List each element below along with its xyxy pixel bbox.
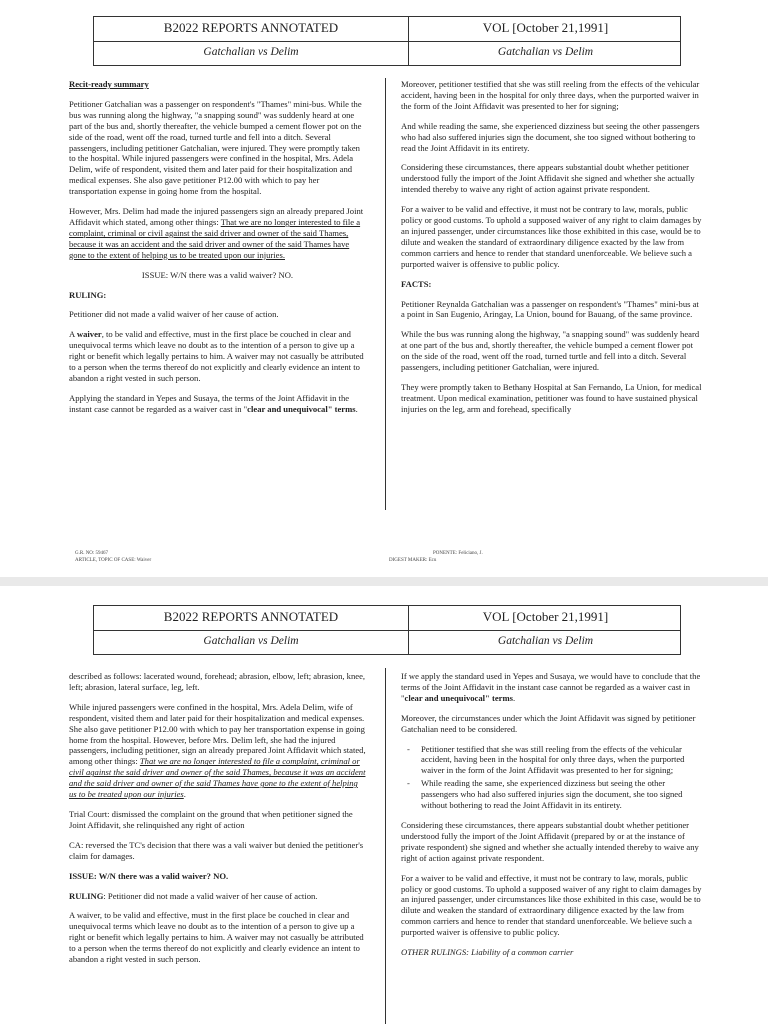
issue-line: ISSUE: W/N there was a valid waiver? NO. — [141, 269, 294, 280]
paragraph: A waiver, to be valid and effective, must in the first place be couched in clear and unequivocal terms which leave no doubt as to the intention of a person to give up a right or benefit which legally pertains to him. A waiver may not casually be attributed to a person when the terms thereof do not explicitly and clearly evidence an intent to abandon a right vested in such person. — [69, 329, 364, 383]
column-divider — [385, 668, 386, 1024]
affidavit-quote: That we are no longer interested to file a complaint, criminal or civil against the said driver and owner of the said Thames, because it was an accident and the said driver and owner of the said Thames have gone to the extent of helping us to be treated upon our injuries — [69, 756, 366, 800]
volume-date: VOL [October 21,1991] — [482, 609, 609, 624]
paragraph: Considering these circumstances, there appears substantial doubt whether petitioner understood fully the import of the Joint Affidavit (prepared by or at the instance of private respondent) she signed and whether she actually intended thereby to waive any right of action against private respondent. — [401, 819, 699, 863]
paragraph: CA: reversed the TC's decision that there was a vali waiver but denied the petitioner's claim for damages. — [69, 839, 364, 861]
paragraph: While injured passengers were confined in the hospital, Mrs. Adela Delim, wife of respondent, visited them and later paid for their hospitalization and medical expenses. She also gave petitioner P12.00 with which to pay her transportation expense in going home from the hospital. However, before Mrs. Delim left, she had the injured passengers, including petitioner, sign an already prepared Joint Affidavit which stated, among other things: That we are no longer interested to file a complaint, criminal or civil against the said driver and owner of the said Thames, because it was an accident and the said driver and owner of the said Thames have gone to the extent of helping us to be treated upon our injuries. — [69, 701, 366, 800]
facts-heading: FACTS: — [401, 278, 432, 289]
summary-heading: Recit-ready summary — [69, 79, 149, 89]
right-column — [401, 671, 703, 967]
left-column — [69, 79, 366, 424]
paragraph: Considering these circumstances, there appears substantial doubt whether petitioner understood fully the import of the Joint Affidavit she signed and whether she actually intended thereby to waive any right of action against private respondent. — [401, 162, 695, 195]
report-title: B2022 REPORTS ANNOTATED — [163, 20, 339, 35]
footer-left — [75, 550, 151, 564]
paragraph: Trial Court: dismissed the complaint on the ground that when petitioner signed the Joint Affidavit, she relinquished any right of action — [69, 808, 353, 830]
paragraph: However, Mrs. Delim had made the injured passengers sign an already prepared Joint Affidavit which stated, among other things: That we are no longer interested to file a complaint, criminal or civil against the said driver and owner of the said Thames, because it was an accident and the said driver and owner of the said Thames have gone to the extent of helping us to be treated upon our injuries. — [69, 206, 364, 260]
paragraph: Moreover, petitioner testified that she was still reeling from the effects of the vehicular accident, having been in the hospital for only three days, when the purported waiver in the form of the Joint Affidavit was presented to her for signing; — [401, 79, 700, 111]
digest-maker: DIGEST MAKER: Ecu — [389, 558, 437, 563]
list-item: - Petitioner testified that she was still reeling from the effects of the vehicular accident, having been in the hospital for only three days, when the purported waiver in the form of the Joint Affidavit was presented to her for signing; — [421, 744, 703, 777]
page-header — [93, 16, 681, 66]
left-column — [69, 671, 366, 974]
paragraph: Moreover, the circumstances under which the Joint Affidavit was signed by petitioner Gatchalian need to be considered. — [401, 712, 696, 734]
paragraph: Petitioner did not made a valid waiver of her cause of action. — [69, 309, 279, 320]
circumstance-list — [401, 744, 703, 811]
column-divider — [385, 78, 386, 510]
paragraph: They were promptly taken to Bethany Hospital at San Fernando, La Union, for medical treatment. Upon medical examination, petitioner was found to have sustained physical injuries on the leg, arm and forehead, specifically — [401, 381, 702, 414]
paragraph: described as follows: lacerated wound, forehead; abrasion, elbow, left; abrasion, knee, left; abrasion, lateral surface, leg, left. — [69, 671, 366, 692]
paragraph: A waiver, to be valid and effective, must in the first place be couched in clear and unequivocal terms which leave no doubt as to the intention of a person to give up a right or benefit which legally pertains to him. A waiver may not casually be attributed to a person when the terms thereof do not explicitly and clearly evidence an intent to abandon a right vested in such person. — [69, 910, 364, 965]
paragraph: And while reading the same, she experienced dizziness but seeing the other passengers who had also suffered injuries sign the document, she too signed without bothering to read the Joint Affidavit in its entirety. — [401, 120, 700, 153]
case-title: Gatchalian vs Delim — [497, 635, 594, 647]
report-title: B2022 REPORTS ANNOTATED — [163, 609, 339, 624]
document-page-2 — [0, 586, 768, 1024]
paragraph: For a waiver to be valid and effective, it must not be contrary to law, morals, public policy or good customs. To uphold a supposed waiver of any right to claim damages by an injured passenger, under circumstances like those exhibited in this case, would be to dilute and weaken the standard of extraordinary diligence exacted by the law from common carriers and hence to render that standard unenforceable. We believe such a purported waiver is offensive to public policy. — [401, 872, 702, 938]
case-title: Gatchalian vs Delim — [497, 46, 594, 58]
other-rulings: OTHER RULINGS: Liability of a common carrier — [401, 947, 574, 958]
paragraph: Petitioner Reynalda Gatchalian was a passenger on respondent's "Thames" mini-bus at a point in San Eugenio, Aringay, La Union, bound for Bauang, of the same province. — [401, 298, 699, 320]
ponente: PONENTE: Feliciano, J. — [433, 551, 483, 556]
paragraph: While the bus was running along the highway, "a snapping sound" was suddenly heard at one part of the bus and, shortly thereafter, the vehicle bumped a cement flower pot on the side of the road, went off the road, turned turtle and fell into a ditch. Several passengers, including petitioner Gatchalian, were injured. — [401, 329, 700, 373]
case-title: Gatchalian vs Delim — [203, 635, 299, 647]
ruling-heading: RULING: — [69, 289, 107, 300]
paragraph: RULING: Petitioner did not made a valid waiver of her cause of action. — [69, 890, 318, 901]
volume-date: VOL [October 21,1991] — [482, 20, 609, 35]
list-item: - While reading the same, she experienced dizziness but seeing the other passengers who had also suffered injuries sign the document, she too signed without bothering to read the Joint Affidavit in its entirety. — [421, 778, 703, 811]
footer-right — [389, 550, 483, 564]
article-topic: ARTICLE, TOPIC OF CASE: Waiver — [75, 558, 152, 563]
case-title: Gatchalian vs Delim — [203, 46, 299, 58]
affidavit-quote: That we are no longer interested to file a complaint, criminal or civil against the said driver and owner of the said Thames, because it was an accident and the said driver and owner of the said Thames have gone to the extent of helping us to be treated upon our injuries. — [69, 216, 361, 260]
paragraph: Petitioner Gatchalian was a passenger on respondent's "Thames" mini-bus. While the bus was running along the highway, "a snapping sound" was suddenly heard at one part of the bus and, shortly thereafter, the vehicle bumped a cement flower pot on the side of the road, went off the road, turned turtle and fell into a ditch. Several passengers, including petitioner Gatchalian, were injured. They were promptly taken to the hospital. While injured passengers were confined in the hospital, Mrs. Adela Delim, wife of respondent, visited them and later paid for their hospitalization and medical expenses. She also gave petitioner P12.00 with which to pay her transportation expense in going home from the hospital. — [69, 98, 362, 197]
paragraph: If we apply the standard used in Yepes and Susaya, we would have to conclude that the terms of the Joint Affidavit in the instant case cannot be regarded as a waiver cast in "clear and unequivocal" terms. — [401, 671, 701, 703]
gr-number: G.R. NO: 59467 — [75, 551, 109, 556]
issue-line: ISSUE: W/N there was a valid waiver? NO. — [69, 870, 229, 881]
right-column — [401, 79, 703, 424]
page-header — [93, 605, 681, 655]
paragraph: For a waiver to be valid and effective, it must not be contrary to law, morals, public policy or good customs. To uphold a supposed waiver of any right to claim damages by an injured passenger, under circumstances like those exhibited in this case, would be to dilute and weaken the standard of extraordinary diligence exacted by the law from common carriers and hence to render that standard unenforceable. We believe such a purported waiver is offensive to public policy. — [401, 204, 702, 269]
paragraph: Applying the standard in Yepes and Susaya, the terms of the Joint Affidavit in the instant case cannot be regarded as a waiver cast in "clear and unequivocal" terms. — [69, 392, 358, 414]
